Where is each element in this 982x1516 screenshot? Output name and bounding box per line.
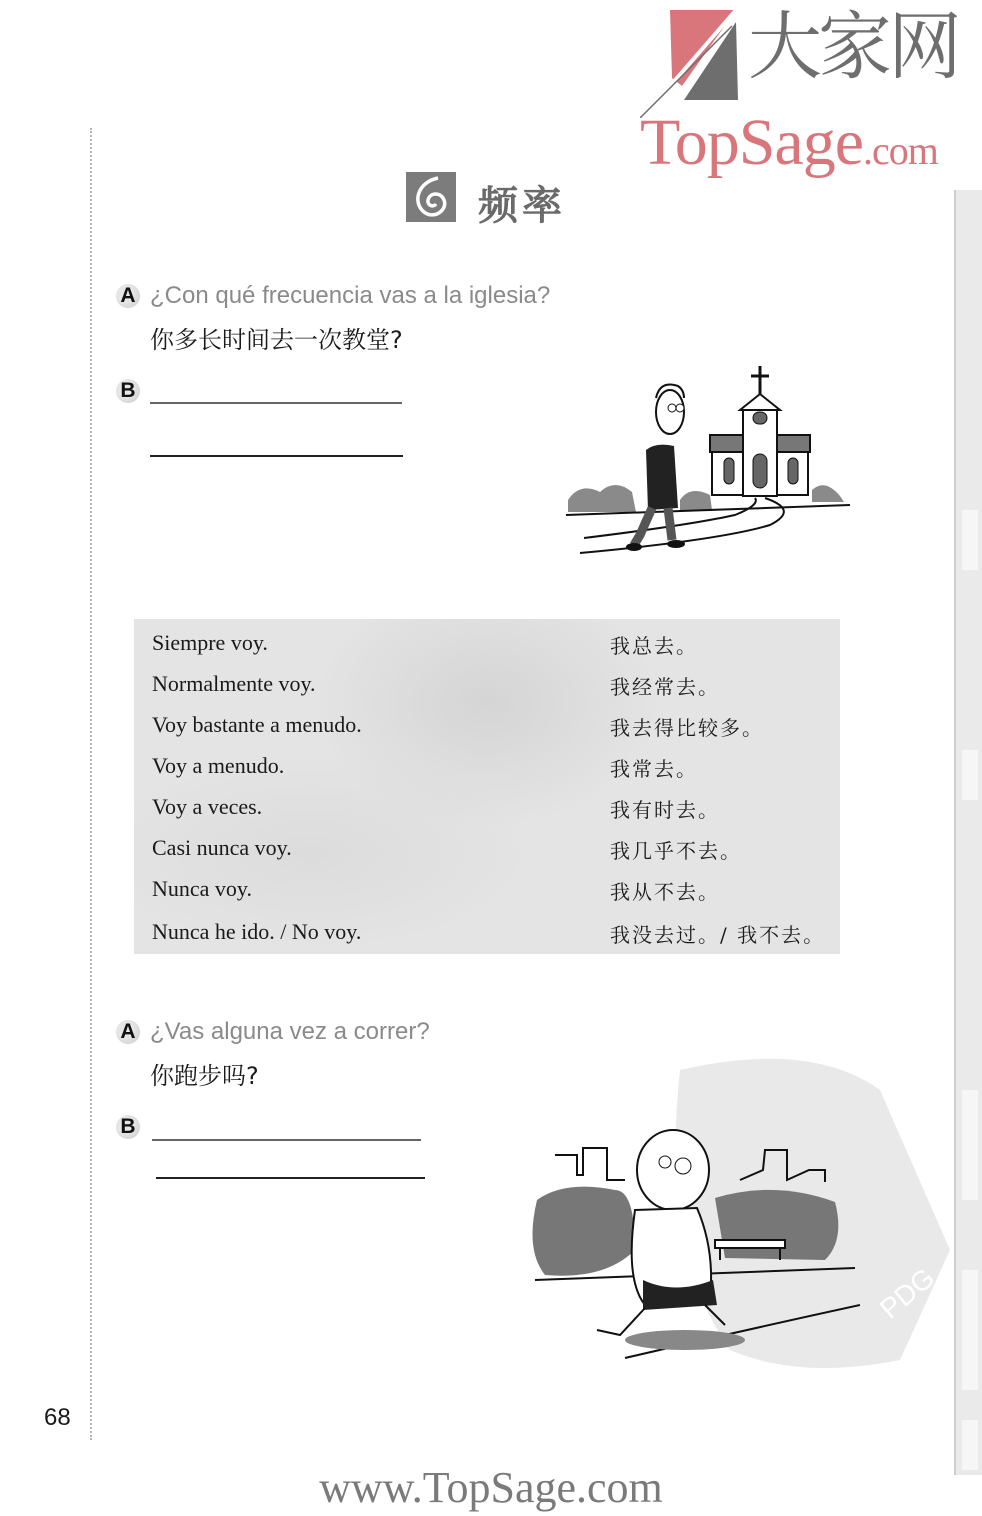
watermark-en-text: TopSage.com [640,106,938,179]
phrase-row [134,794,840,835]
speaker-a-badge: A [116,284,140,308]
phrase-row [134,671,840,712]
topsage-logo-icon [640,8,740,118]
jogger-illustration [525,1080,860,1370]
question-es: ¿Vas alguna vez a correr? [150,1018,430,1045]
phrase-es: Voy bastante a menudo. [152,712,362,737]
question-es: ¿Con qué frecuencia vas a la iglesia? [150,282,551,309]
footer-url: www.TopSage.com [319,1463,663,1512]
phrase-es: Casi nunca voy. [152,835,292,860]
svg-text:PDG: PDG [873,1261,941,1325]
answer-line-2[interactable] [150,455,403,457]
phrase-row [134,753,840,794]
watermark-cn-text: 大家网 [748,4,958,90]
phrase-es: Nunca he ido. / No voy. [152,919,362,944]
question-cn: 你多长时间去一次教堂? [150,326,403,354]
page-number: 68 [44,1404,71,1431]
section-title: 频率 [478,182,566,229]
church-illustration [560,350,860,560]
phrase-row [134,876,840,917]
phrase-es: Nunca voy. [152,876,252,901]
answer-line-1[interactable] [150,402,402,404]
spiral-icon [406,172,456,222]
phrase-row [134,835,840,876]
answer-line-2[interactable] [156,1177,425,1179]
margin-dotted-line [90,128,92,1440]
phrase-row [134,630,840,671]
speaker-b-badge: B [116,1115,140,1139]
phrase-cn: 我经常去。 [610,675,720,699]
phrase-cn: 我总去。 [610,634,698,658]
phrase-cn: 我没去过。/ 我不去。 [610,923,826,947]
speaker-a-badge: A [116,1020,140,1044]
phrase-row [134,919,840,960]
phrase-es: Voy a veces. [152,794,263,819]
phrase-es: Voy a menudo. [152,753,285,778]
question-cn: 你跑步吗? [150,1062,259,1090]
phrase-cn: 我去得比较多。 [610,716,764,740]
phrase-es: Siempre voy. [152,630,268,655]
phrase-cn: 我几乎不去。 [610,839,742,863]
phrase-cn: 我从不去。 [610,880,720,904]
phrase-cn: 我常去。 [610,757,698,781]
phrase-es: Normalmente voy. [152,671,316,696]
speaker-b-badge: B [116,379,140,403]
frequency-phrases-table [134,619,840,954]
phrase-row [134,712,840,753]
phrase-cn: 我有时去。 [610,798,720,822]
answer-line-1[interactable] [152,1139,421,1141]
